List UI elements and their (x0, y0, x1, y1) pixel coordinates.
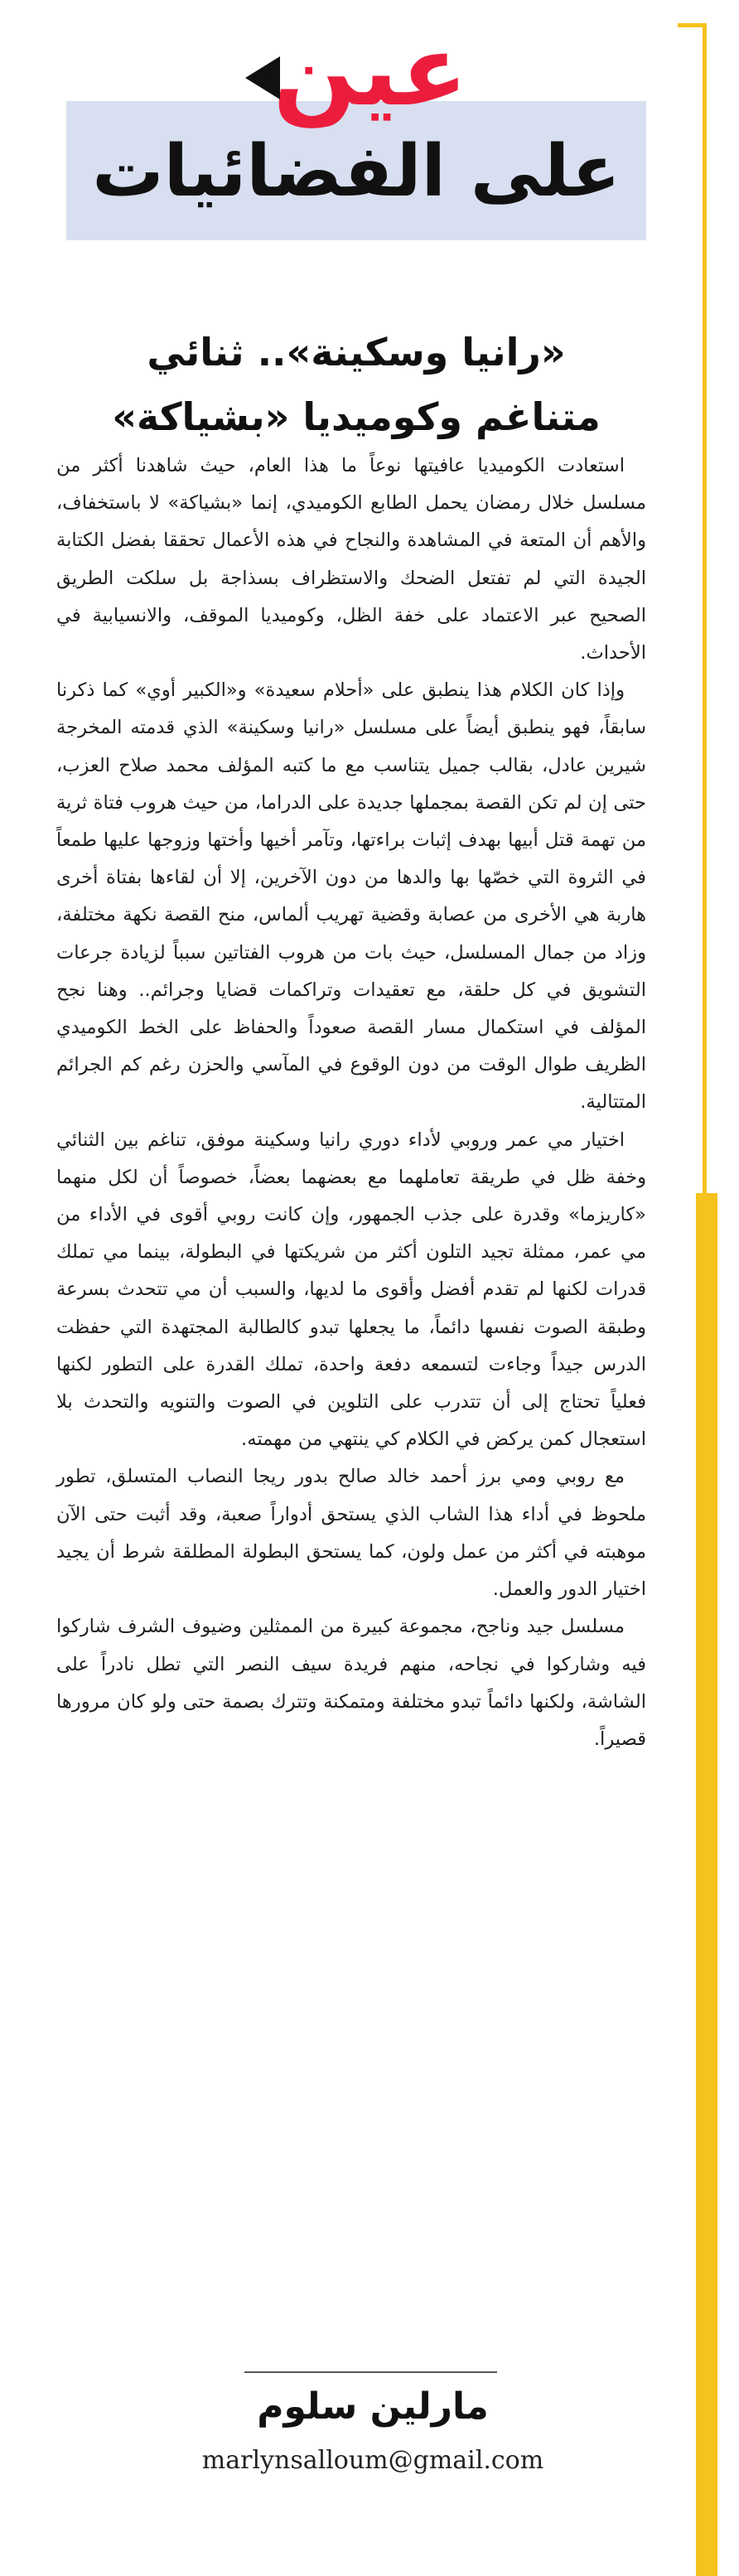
headline-line-1: «رانيا وسكينة».. ثنائي (147, 329, 566, 375)
column-masthead (66, 13, 646, 240)
masthead-top (66, 13, 646, 128)
author-email[interactable]: marlynsalloum@gmail.com (201, 2446, 544, 2475)
frame-line-right-thick (696, 1193, 717, 2576)
headline-line-2: متناغم وكوميديا «بشياكة» (112, 394, 601, 439)
article-paragraph: مع روبي ومي برز أحمد خالد صالح بدور ريجا النصاب المتسلق، تطور ملحوظ في أداء هذا الشاب الذي يستحق أدواراً صعبة، وقد أثبت حتى الآن موهبته في أكثر من عمل ولون، كما يستحق البطولة المطلقة شرط أن يجيد اختيار الدور والعمل. (56, 1466, 646, 1601)
masthead-word-bottom: على الفضائيات (92, 130, 621, 213)
article-paragraph: استعادت الكوميديا عافيتها نوعاً ما هذا العام، حيث شاهدنا أكثر من مسلسل خلال رمضان يحمل الطابع الكوميدي، إنما «بشياكة» لا باستخفاف، والأهم أن المتعة في المشاهدة والنجاح في هذه الأعمال تحققا بفضل الكتابة الجيدة التي لم تفتعل الضحك والاستظراف بسذاجة بل سلكت الطريق الصحيح عبر الاعتماد على خفة الظل، وكوميديا الموقف، والانسيابية في الأحداث. (56, 455, 646, 665)
article-body (56, 447, 646, 1758)
author-name: مارلين سلوم (257, 2385, 489, 2428)
signature-divider (244, 2371, 497, 2373)
frame-line-right-thin (703, 23, 707, 1193)
article-paragraph: مسلسل جيد وناجح، مجموعة كبيرة من الممثلين وضيوف الشرف شاركوا فيه وشاركوا في نجاحه، منهم فريدة سيف النصر التي تطل نادراً على الشاشة، ولكنها دائماً تبدو مختلفة ومتمكنة وتترك بصمة حتى ولو كان مرورها قصيراً. (56, 1616, 646, 1750)
article-paragraph: اختيار مي عمر وروبي لأداء دوري رانيا وسكينة موفق، تناغم بين الثنائي وخفة ظل في طريقة تعاملهما مع بعضهما بعضاً، خصوصاً أن لكل منهما «كاريزما» وقدرة على جذب الجمهور، وإن كانت روبي أقوى في الأداء من مي عمر، ممثلة تجيد التلون أكثر من شريكتها في البطولة، بينما مي تملك قدرات لكنها لم تقدم أفضل وأقوى ما لديها، والسبب أن مي تتحدث بسرعة وطبقة الصوت نفسها دائماً، ما يجعلها تبدو كالطالبة المجتهدة التي حفظت الدرس جيداً وجاءت لتسمعه دفعة واحدة، تملك القدرة على التطور لكنها فعلياً تحتاج إلى أن تتدرب على التلوين في الصوت والتنويه والتحدث بلا استعجال كمن يركض في الكلام كي ينتهي من مهمته. (56, 1129, 646, 1451)
play-icon (245, 56, 280, 99)
frame-line-corner (678, 23, 707, 27)
article-headline (75, 320, 638, 449)
masthead-word-top: عين (273, 13, 468, 128)
article-paragraph: وإذا كان الكلام هذا ينطبق على «أحلام سعيدة» و«الكبير أوي» كما ذكرنا سابقاً، فهو ينطبق أيضاً على مسلسل «رانيا وسكينة» الذي قدمته المخرجة شيرين عادل، بقالب جميل يتناسب مع ما كتبه المؤلف محمد صلاح العزب، حتى إن لم تكن القصة بمجملها جديدة على الدراما، من حيث هروب فتاة ثرية من تهمة قتل أبيها بهدف إثبات براءتها، وتآمر أخيها وأختها وزوجها عليها طمعاً في الثروة التي خصّها بها والدها من دون الآخرين، إلا أن لقاءها بفتاة أخرى هاربة هي الأخرى من عصابة وقضية تهريب ألماس، منح القصة نكهة مختلفة، وزاد من جمال المسلسل، حيث بات من هروب الفتاتين سبباً لزيادة جرعات التشويق في كل حلقة، مع تعقيدات وتراكمات قضايا وجرائم.. وهنا نجح المؤلف في استكمال مسار القصة صعوداً والحفاظ على الخط الكوميدي الظريف طوال الوقت من دون الوقوع في المآسي والحزن رغم كم الجرائم المتتالية. (56, 679, 646, 1114)
